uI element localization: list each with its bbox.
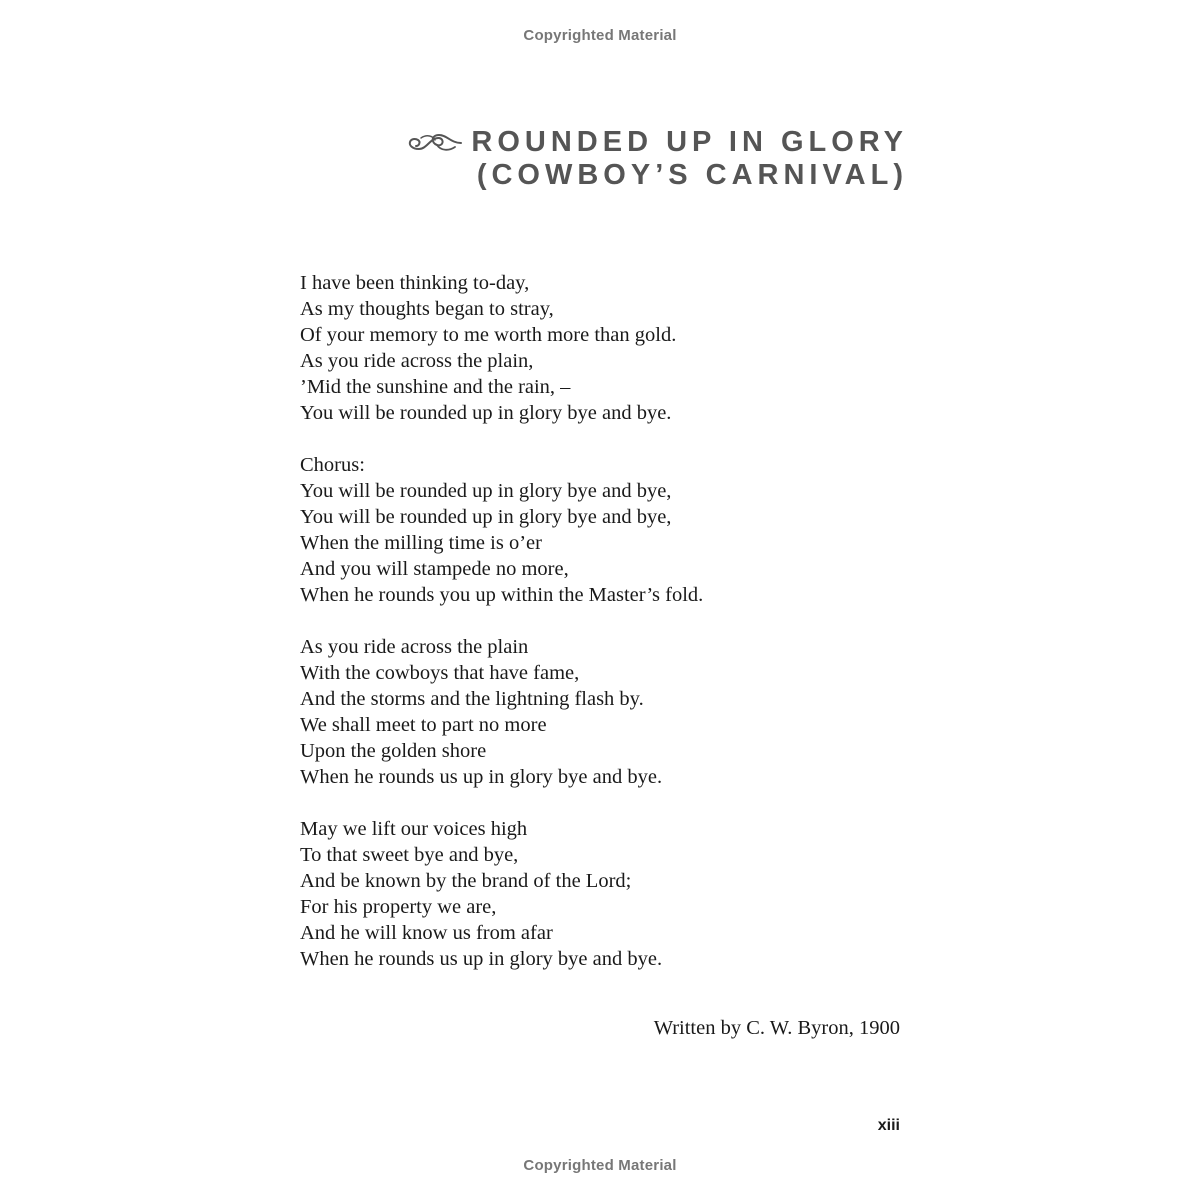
flourish-icon	[407, 130, 463, 156]
poem-line: And he will know us from afar	[300, 922, 553, 944]
poem-line: To that sweet bye and bye,	[300, 844, 519, 866]
chorus-label: Chorus:	[300, 454, 365, 476]
poem-line: ’Mid the sunshine and the rain, –	[300, 376, 571, 398]
poem-line: You will be rounded up in glory bye and bye,	[300, 506, 672, 528]
poem-line: When he rounds us up in glory bye and bye.	[300, 766, 663, 788]
title-row-1	[407, 126, 908, 159]
poem-body	[300, 270, 900, 972]
poem-line: You will be rounded up in glory bye and bye.	[300, 402, 672, 424]
page-number: xiii	[877, 1117, 900, 1134]
poem-line: When he rounds you up within the Master’s fold.	[300, 584, 704, 606]
stanza-chorus	[300, 452, 900, 608]
poem-line: When the milling time is o’er	[300, 532, 542, 554]
poem-line: I have been thinking to-day,	[300, 272, 530, 294]
copyright-footer: Copyrighted Material	[523, 1157, 677, 1174]
poem-line: For his property we are,	[300, 896, 497, 918]
song-title	[407, 126, 908, 192]
poem-line: And the storms and the lightning flash by.	[300, 688, 644, 710]
title-line-1: ROUNDED UP IN GLORY	[471, 126, 908, 158]
poem-line: When he rounds us up in glory bye and bye.	[300, 948, 663, 970]
stanza-3	[300, 816, 900, 972]
poem-line: And be known by the brand of the Lord;	[300, 870, 632, 892]
poem-line: As you ride across the plain	[300, 636, 529, 658]
poem-line: With the cowboys that have fame,	[300, 662, 580, 684]
poem-line: You will be rounded up in glory bye and bye,	[300, 480, 672, 502]
poem-line: Of your memory to me worth more than gold.	[300, 324, 677, 346]
poem-line: As my thoughts began to stray,	[300, 298, 554, 320]
copyright-header: Copyrighted Material	[523, 27, 677, 44]
stanza-2	[300, 634, 900, 790]
poem-line: As you ride across the plain,	[300, 350, 534, 372]
poem-line: May we lift our voices high	[300, 818, 528, 840]
poem-line: We shall meet to part no more	[300, 714, 547, 736]
poem-line: And you will stampede no more,	[300, 558, 569, 580]
poem-line: Upon the golden shore	[300, 740, 487, 762]
stanza-1	[300, 270, 900, 426]
title-line-2: (COWBOY’S CARNIVAL)	[476, 159, 908, 191]
attribution: Written by C. W. Byron, 1900	[653, 1017, 900, 1039]
